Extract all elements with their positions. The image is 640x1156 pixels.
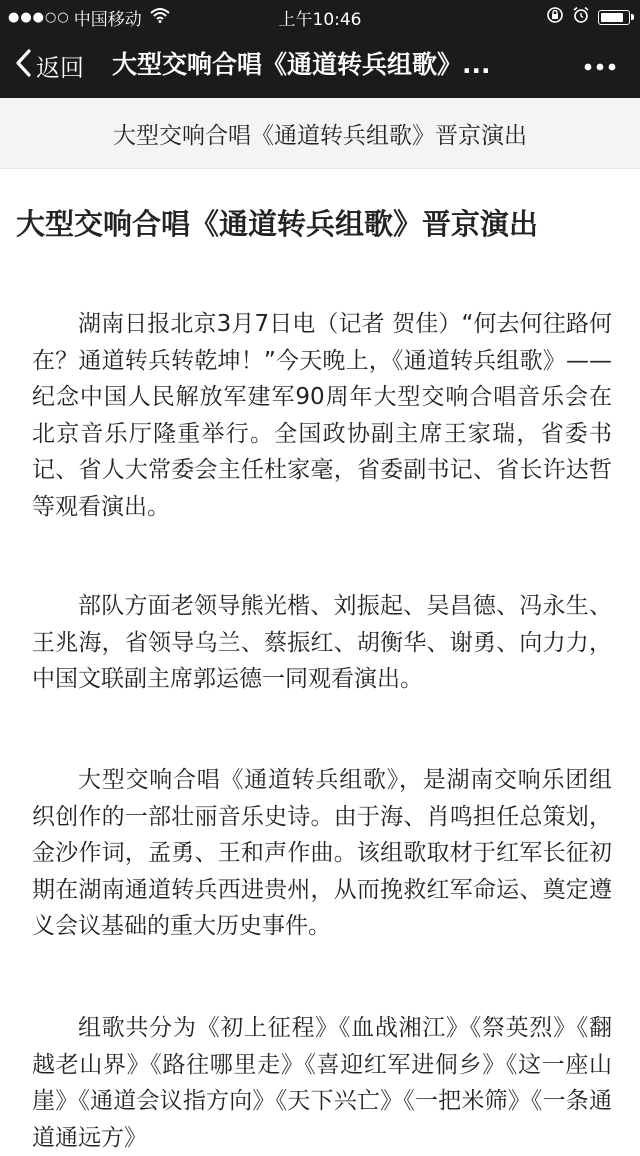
status-bar bbox=[0, 0, 640, 32]
page-header-title: 大型交响合唱《通道转兵组歌》晋京演出 bbox=[113, 122, 527, 149]
nav-title: 大型交响合唱《通道转兵组歌》... bbox=[112, 50, 491, 79]
more-icon bbox=[584, 56, 616, 75]
article-paragraph: 部队方面老领导熊光楷、刘振起、吴昌德、冯永生、王兆海，省领导乌兰、蔡振红、胡衡华、谢勇、向力力，中国文联副主席郭运德一同观看演出。 bbox=[32, 593, 612, 692]
more-button[interactable] bbox=[584, 32, 616, 98]
page-header bbox=[0, 98, 640, 169]
alarm-icon bbox=[572, 6, 590, 29]
battery-level bbox=[601, 13, 623, 22]
carrier-name: 中国移动 bbox=[73, 10, 142, 30]
article-title: 大型交响合唱《通道转兵组歌》晋京演出 bbox=[16, 207, 539, 241]
status-time: 上午10:46 bbox=[278, 10, 362, 30]
back-button[interactable] bbox=[14, 32, 84, 98]
article-paragraph: 组歌共分为《初上征程》《血战湘江》《祭英烈》《翻越老山界》《路往哪里走》《喜迎红军进侗乡》《这一座山崖》《通道会议指方向》《天下兴亡》《一把米筛》《一条通道通远方》 bbox=[32, 1015, 612, 1151]
battery-icon bbox=[598, 10, 630, 25]
status-right bbox=[546, 6, 630, 29]
orientation-lock-icon bbox=[546, 6, 564, 29]
signal-strength-icon: ●●●○○ bbox=[8, 10, 70, 25]
nav-bar bbox=[0, 32, 640, 98]
chevron-left-icon bbox=[14, 48, 32, 82]
article-paragraph: 湖南日报北京3月7日电（记者 贺佳）“何去何往路何在？通道转兵转乾坤！”今天晚上，《通道转兵组歌》——纪念中国人民解放军建军90周年大型交响合唱音乐会在北京音乐厅隆重举行。全国政协副主席王家瑞，省委书记、省人大常委会主任杜家毫，省委副书记、省长许达哲等观看演出。 bbox=[32, 311, 612, 520]
back-label: 返回 bbox=[36, 53, 84, 82]
article-paragraph: 大型交响合唱《通道转兵组歌》，是湖南交响乐团组织创作的一部壮丽音乐史诗。由于海、肖鸣担任总策划，金沙作词，孟勇、王和声作曲。该组歌取材于红军长征初期在湖南通道转兵西进贵州，从而挽救红军命运、奠定遵义会议基础的重大历史事件。 bbox=[32, 767, 612, 939]
